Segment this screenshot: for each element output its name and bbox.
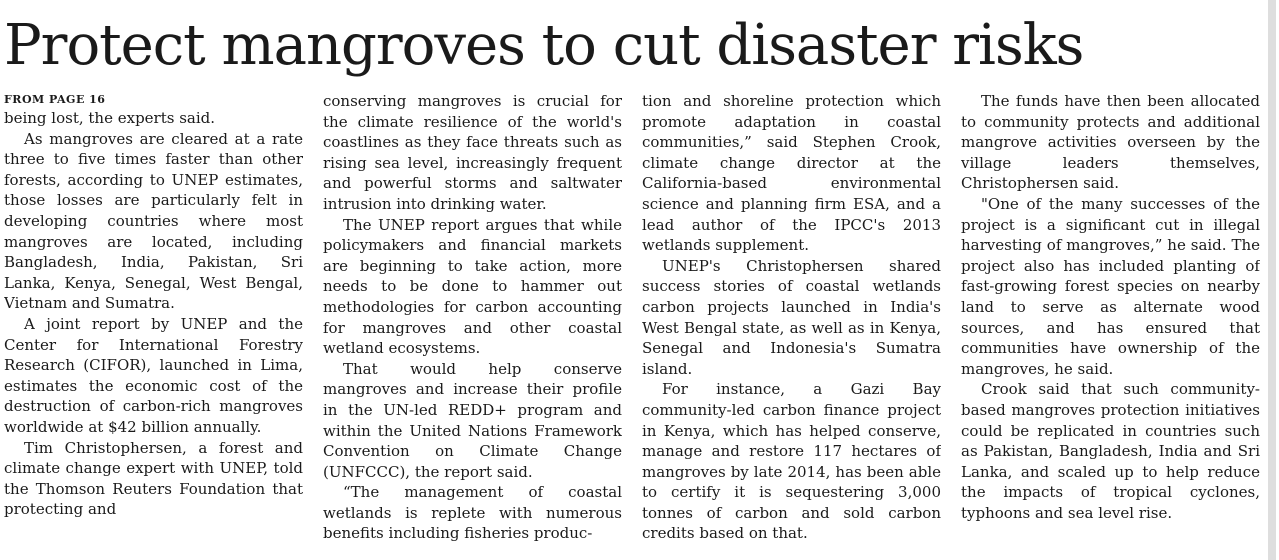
paragraph: "One of the many successes of the project is a significant cut in illegal harvesting of mangroves,” he said. The project also has included planting of fast-growing forest species on nearby land to serve as alternate wood sources, and has ensured that communities have ownership of the mangroves, he said. (961, 194, 1260, 378)
article-headline: Protect mangroves to cut disaster risks (4, 13, 1084, 78)
paragraph: Tim Christophersen, a forest and climate change expert with UNEP, told the Thomson Reuters Foundation that protecting and (4, 438, 303, 519)
paragraph: UNEP's Christophersen shared success stories of coastal wetlands carbon projects launched in India's West Bengal state, as well as in Kenya, Senegal and Indonesia's Sumatra island. (642, 256, 941, 378)
paragraph: being lost, the experts said. (4, 109, 216, 127)
article-column-1 (4, 91, 303, 557)
paragraph: Crook said that such community-based mangroves protection initiatives could be replicated in countries such as Pakistan, Bangladesh, India and Sri Lanka, and scaled up to help reduce the impacts of tropical cyclones, typhoons and sea level rise. (961, 380, 1260, 522)
paragraph: A joint report by UNEP and the Center for International Forestry Research (CIFOR), launched in Lima, estimates the economic cost of the destruction of carbon-rich mangroves worldwide at $42 billion annually. (4, 314, 303, 436)
jump-line: FROM PAGE 16 (4, 93, 106, 106)
paragraph: tion and shoreline protection which promote adaptation in coastal communities,” said Stephen Crook, climate change director at the California-based environmental science and planning firm ESA, and a lead author of the IPCC's 2013 wetlands supplement. (642, 92, 941, 255)
article-column-3 (642, 91, 941, 557)
paragraph: The funds have then been allocated to community protects and additional mangrove activities overseen by the village leaders themselves, Christophersen said. (961, 92, 1260, 193)
paragraph: “The management of coastal wetlands is replete with numerous benefits including fisheries produc- (323, 483, 622, 543)
paragraph: That would help conserve mangroves and increase their profile in the UN-led REDD+ program and within the United Nations Framework Convention on Climate Change (UNFCCC), the report said. (323, 359, 622, 481)
article-body (4, 91, 1266, 557)
page-edge-shadow (1268, 0, 1276, 560)
article-column-4 (961, 91, 1260, 557)
paragraph: conserving mangroves is crucial for the climate resilience of the world's coastlines as they face threats such as rising sea level, increasingly frequent and powerful storms and saltwater intrusion into drinking water. (323, 92, 622, 213)
paragraph: As mangroves are cleared at a rate three to five times faster than other forests, according to UNEP estimates, those losses are particularly felt in developing countries where most mangroves are located, including Bangladesh, India, Pakistan, Sri Lanka, Kenya, Senegal, West Bengal, Vietnam and Sumatra. (4, 129, 303, 313)
article-column-2 (323, 91, 622, 557)
paragraph: The UNEP report argues that while policymakers and financial markets are beginning to take action, more needs to be done to hammer out methodologies for carbon accounting for mangroves and other coastal wetland ecosystems. (323, 215, 622, 358)
paragraph: For instance, a Gazi Bay community-led carbon finance project in Kenya, which has helped conserve, manage and restore 117 hectares of mangroves by late 2014, has been able to certify it is sequestering 3,000 tonnes of carbon and sold carbon credits based on that. (642, 380, 941, 543)
